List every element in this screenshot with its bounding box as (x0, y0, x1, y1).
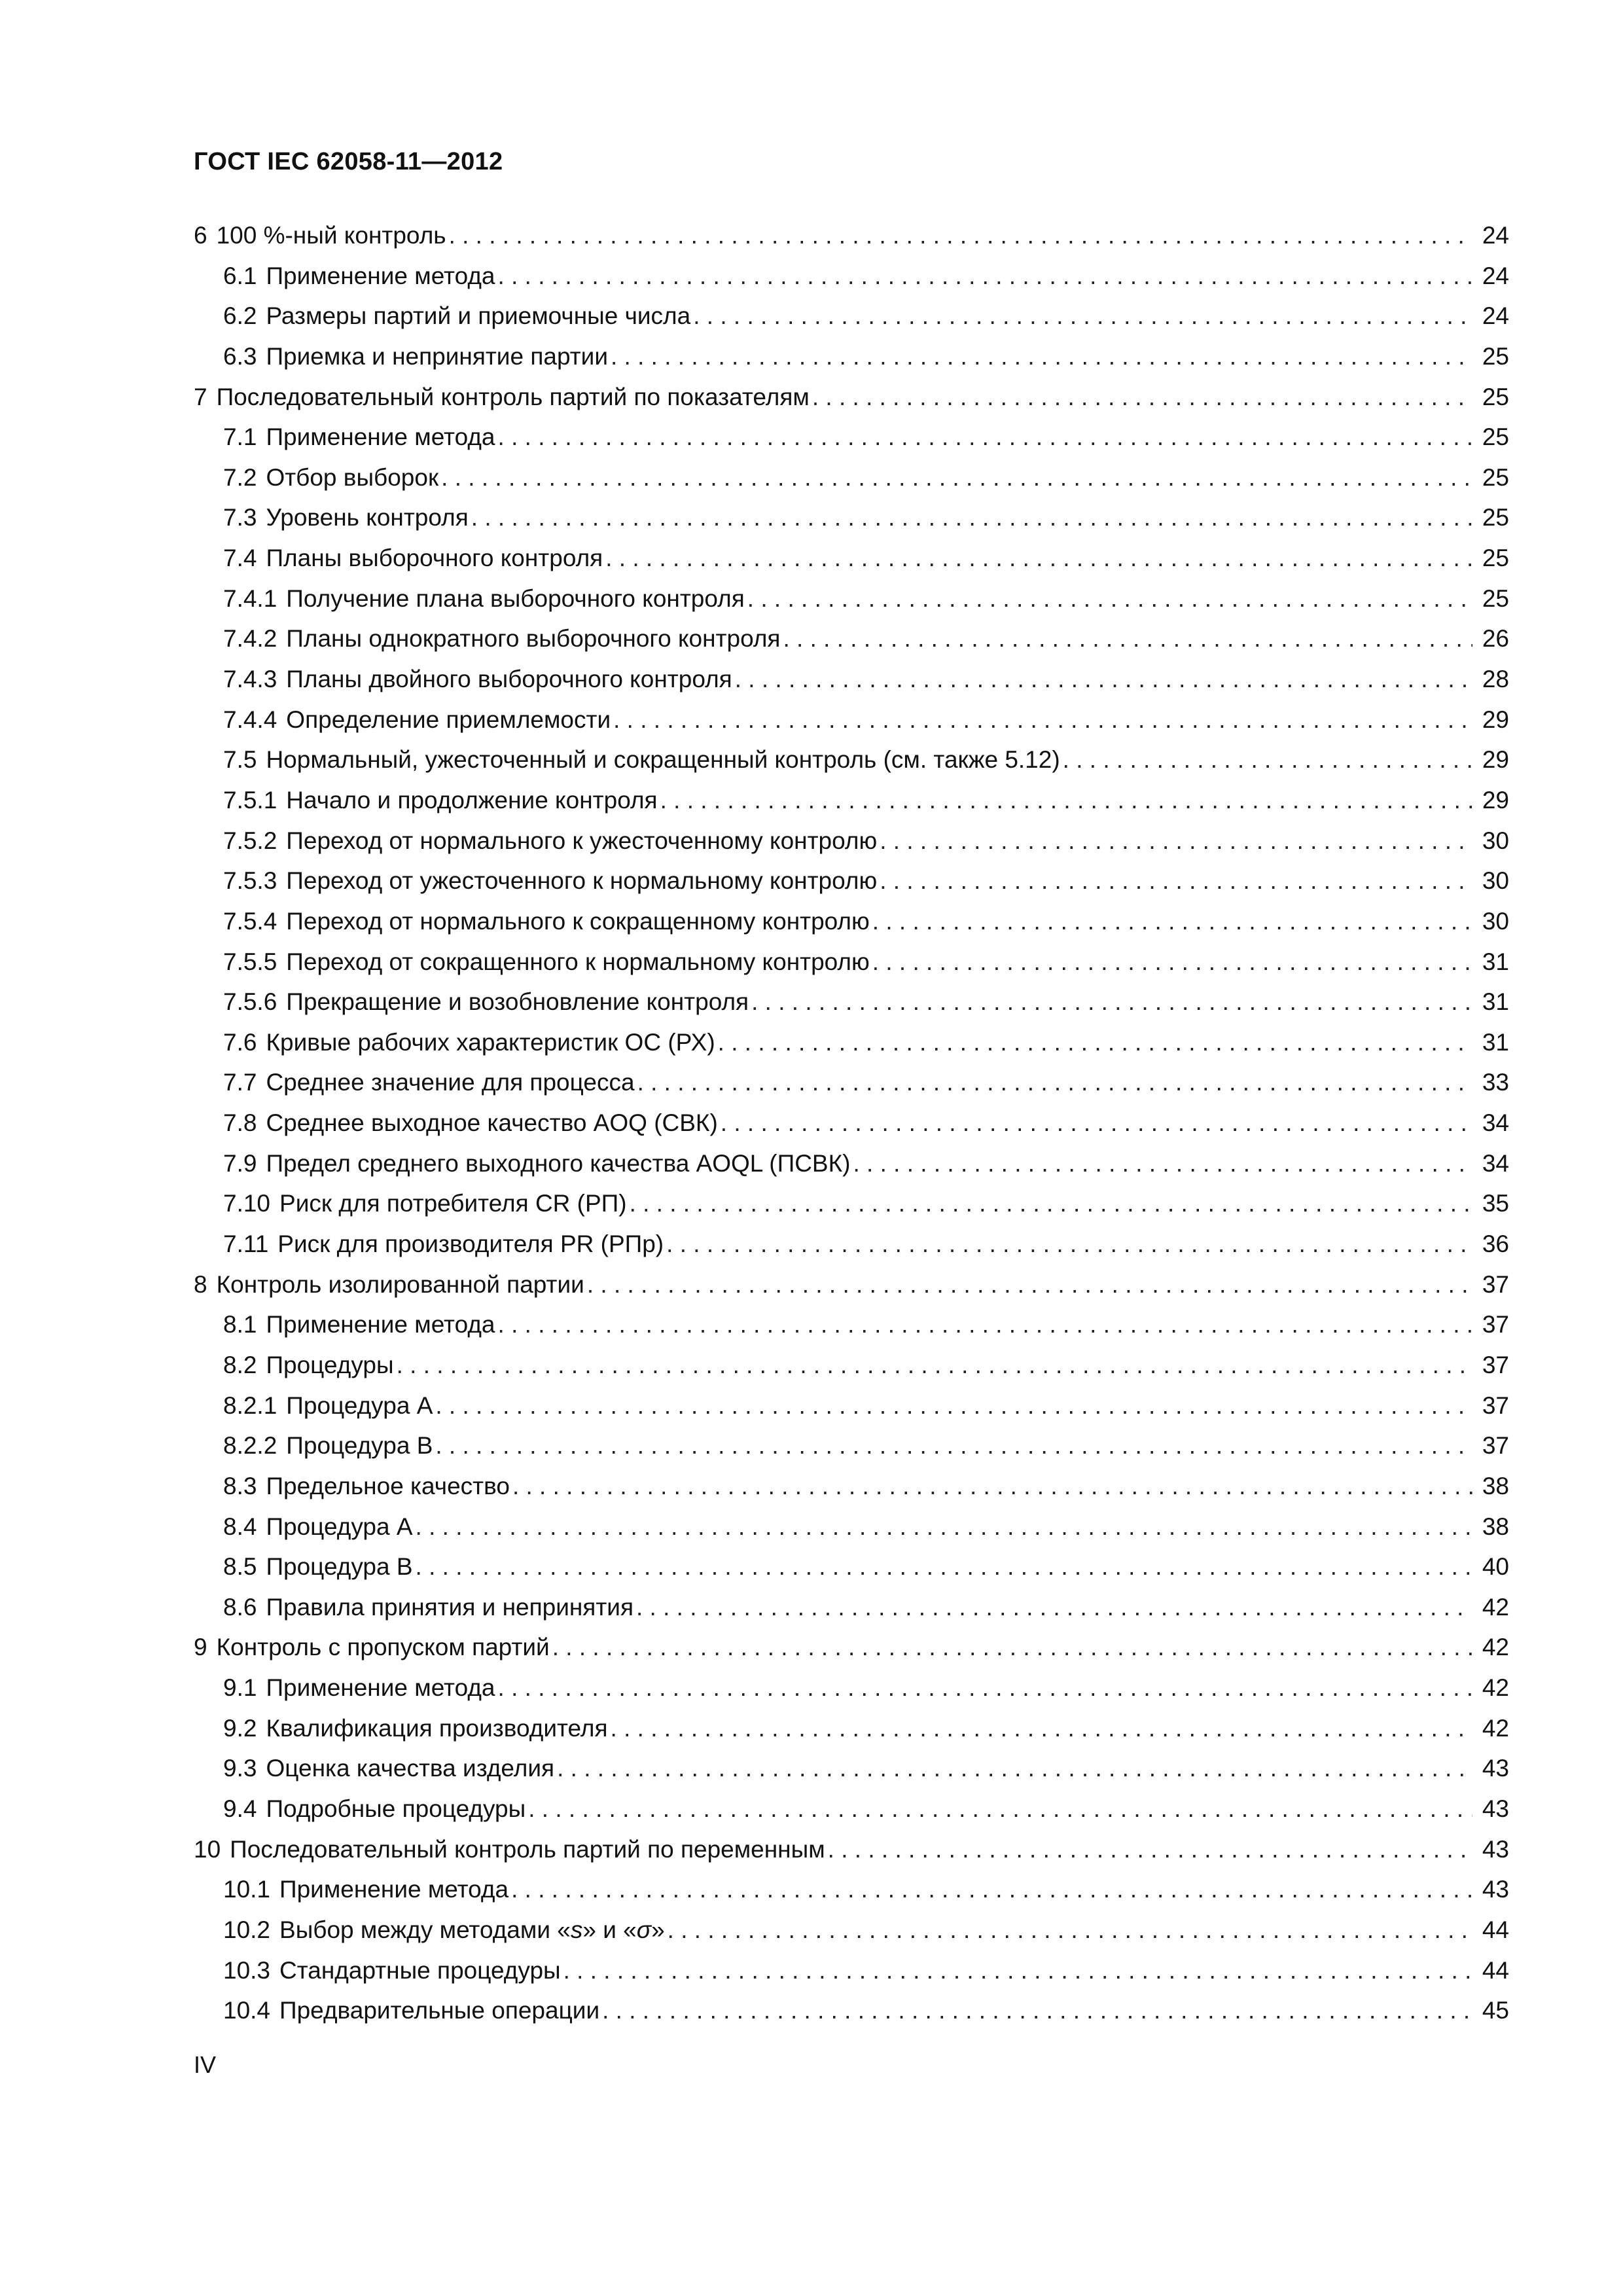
toc-dot-leader (498, 262, 1472, 291)
toc-entry-title: Процедура A (286, 1391, 433, 1419)
toc-entry-title: Риск для потребителя CR (РП) (279, 1190, 627, 1217)
toc-entry-title: Планы выборочного контроля (266, 545, 603, 572)
toc-entry[interactable] (194, 1916, 1509, 1956)
toc-entry-title: Стандартные процедуры (279, 1956, 561, 1984)
toc-entry-title: 100 %-ный контроль (216, 222, 446, 249)
toc-entry[interactable] (194, 1795, 1509, 1835)
toc-dot-leader (880, 827, 1472, 855)
toc-dot-leader (512, 1472, 1472, 1501)
toc-dot-leader (471, 503, 1472, 532)
toc-entry-title: Начало и продолжение контроля (286, 786, 658, 814)
toc-entry-number: 7.5.1 (223, 786, 277, 814)
toc-entry-page: 31 (1482, 988, 1509, 1016)
toc-entry-title: Переход от ужесточенного к нормальному контролю (286, 867, 878, 895)
toc-entry-page: 37 (1482, 1391, 1509, 1419)
toc-entry-title: Контроль с пропуском партий (216, 1634, 550, 1661)
toc-entry[interactable] (194, 706, 1509, 746)
toc-entry[interactable] (194, 786, 1509, 827)
toc-entry-title: Подробные процедуры (266, 1795, 526, 1822)
toc-dot-leader (611, 342, 1472, 371)
toc-entry-number: 10.4 (223, 1997, 271, 2024)
toc-entry-title: Предел среднего выходного качества AOQL (ПСВК) (266, 1149, 851, 1177)
table-of-contents (194, 221, 1509, 2037)
toc-entry-number: 9.3 (223, 1755, 257, 1782)
toc-entry-number: 6.1 (223, 262, 257, 289)
toc-entry[interactable] (194, 1472, 1509, 1513)
toc-entry-page: 24 (1482, 262, 1509, 289)
toc-dot-leader (528, 1795, 1472, 1823)
toc-entry-title: Планы однократного выборочного контроля (286, 625, 781, 653)
toc-entry-number: 7.2 (223, 463, 257, 491)
toc-dot-leader (511, 1875, 1472, 1904)
toc-dot-leader (735, 665, 1472, 694)
toc-entry-title: Предельное качество (266, 1472, 510, 1499)
toc-dot-leader (498, 1674, 1472, 1702)
toc-entry-number: 6 (194, 222, 207, 249)
toc-entry[interactable] (194, 584, 1509, 625)
toc-entry-page: 31 (1482, 1028, 1509, 1056)
toc-entry-number: 7.4.4 (223, 706, 277, 733)
toc-dot-leader (636, 1593, 1472, 1622)
toc-entry-title: Процедура B (266, 1553, 413, 1581)
toc-entry-number: 7.5 (223, 746, 257, 774)
toc-entry-page: 25 (1482, 504, 1509, 531)
toc-entry-page: 26 (1482, 625, 1509, 653)
toc-entry-number: 7.4 (223, 545, 257, 572)
toc-entry-page: 29 (1482, 786, 1509, 814)
toc-entry[interactable] (194, 745, 1509, 786)
toc-entry-title: Приемка и непринятие партии (266, 342, 608, 370)
toc-dot-leader (397, 1351, 1472, 1380)
toc-dot-leader (1063, 745, 1472, 774)
toc-entry-number: 7.8 (223, 1109, 257, 1137)
toc-entry-page: 42 (1482, 1674, 1509, 1702)
toc-entry-number: 7.5.5 (223, 948, 277, 975)
toc-entry-title: Переход от нормального к ужесточенному контролю (286, 827, 878, 854)
toc-dot-leader (668, 1916, 1472, 1945)
toc-entry-number: 7.4.3 (223, 666, 277, 693)
toc-dot-leader (660, 786, 1472, 815)
toc-entry[interactable] (194, 1351, 1509, 1391)
toc-entry-page: 34 (1482, 1149, 1509, 1177)
toc-entry-title: Нормальный, ужесточенный и сокращенный контроль (см. также 5.12) (266, 746, 1060, 774)
toc-entry-title: Среднее значение для процесса (266, 1069, 635, 1096)
toc-entry[interactable] (194, 1431, 1509, 1472)
toc-entry-page: 29 (1482, 746, 1509, 774)
toc-entry[interactable] (194, 544, 1509, 584)
toc-entry-page: 25 (1482, 383, 1509, 410)
toc-dot-leader (828, 1835, 1472, 1864)
toc-entry-number: 7.11 (223, 1230, 269, 1258)
toc-dot-leader (783, 624, 1472, 653)
toc-entry-page: 31 (1482, 948, 1509, 975)
toc-dot-leader (751, 988, 1472, 1016)
toc-entry-number: 7.5.6 (223, 988, 277, 1016)
toc-entry-number: 10.2 (223, 1916, 271, 1943)
toc-entry-page: 25 (1482, 545, 1509, 572)
toc-entry-number: 10 (194, 1835, 221, 1863)
toc-entry-number: 8.6 (223, 1593, 257, 1621)
toc-entry-number: 8.1 (223, 1311, 257, 1338)
toc-entry-title: Среднее выходное качество AOQ (СВК) (266, 1109, 718, 1137)
toc-entry-title: Размеры партий и приемочные числа (266, 302, 691, 330)
toc-entry-number: 10.1 (223, 1876, 271, 1903)
toc-entry-page: 40 (1482, 1553, 1509, 1581)
document-header: ГОСТ IEC 62058-11—2012 (194, 148, 503, 175)
toc-dot-leader (498, 423, 1472, 452)
toc-entry[interactable] (194, 624, 1509, 665)
toc-entry-title: Контроль изолированной партии (216, 1270, 584, 1298)
toc-entry[interactable] (194, 1835, 1509, 1876)
toc-entry[interactable] (194, 221, 1509, 262)
toc-entry[interactable] (194, 1149, 1509, 1190)
toc-entry-page: 25 (1482, 584, 1509, 612)
toc-dot-leader (812, 383, 1472, 412)
toc-entry-number: 8.2.1 (223, 1391, 277, 1419)
toc-entry-title: Последовательный контроль партий по переменным (230, 1835, 825, 1863)
toc-dot-leader (605, 544, 1472, 573)
toc-entry-number: 7.4.2 (223, 625, 277, 653)
toc-entry[interactable] (194, 1674, 1509, 1714)
toc-entry-page: 37 (1482, 1311, 1509, 1338)
toc-entry-number: 7.1 (223, 423, 257, 451)
toc-entry[interactable] (194, 665, 1509, 706)
toc-dot-leader (666, 1230, 1472, 1259)
toc-entry-number: 7.7 (223, 1069, 257, 1096)
toc-entry[interactable] (194, 423, 1509, 463)
toc-dot-leader (587, 1270, 1472, 1299)
toc-entry-title: Кривые рабочих характеристик OC (РХ) (266, 1028, 715, 1056)
toc-entry-title: Уровень контроля (266, 504, 469, 531)
toc-dot-leader (498, 1310, 1472, 1339)
toc-entry-page: 25 (1482, 463, 1509, 491)
toc-dot-leader (435, 1391, 1472, 1420)
toc-entry-title: Применение метода (266, 423, 495, 451)
toc-entry-number: 8.2 (223, 1351, 257, 1378)
toc-entry-number: 10.3 (223, 1956, 271, 1984)
toc-dot-leader (721, 1109, 1472, 1138)
toc-entry[interactable] (194, 1028, 1509, 1069)
toc-entry[interactable] (194, 1552, 1509, 1593)
toc-entry[interactable] (194, 1996, 1509, 2037)
toc-dot-leader (872, 907, 1472, 936)
toc-entry-page: 33 (1482, 1069, 1509, 1096)
toc-entry-number: 9.1 (223, 1674, 257, 1702)
toc-entry-page: 38 (1482, 1472, 1509, 1499)
toc-entry[interactable] (194, 1068, 1509, 1109)
toc-entry-page: 43 (1482, 1755, 1509, 1782)
toc-entry[interactable] (194, 1391, 1509, 1432)
toc-entry-page: 42 (1482, 1634, 1509, 1661)
toc-dot-leader (718, 1028, 1472, 1057)
toc-dot-leader (880, 867, 1472, 895)
toc-dot-leader (602, 1996, 1472, 2025)
toc-entry-number: 8 (194, 1270, 207, 1298)
toc-entry-page: 30 (1482, 867, 1509, 895)
toc-entry-page: 29 (1482, 706, 1509, 733)
toc-entry-number: 7.9 (223, 1149, 257, 1177)
toc-entry-page: 43 (1482, 1835, 1509, 1863)
toc-entry-number: 7.5.3 (223, 867, 277, 895)
toc-entry-number: 9.4 (223, 1795, 257, 1822)
toc-entry-title: Последовательный контроль партий по показателям (216, 383, 810, 410)
toc-entry-page: 45 (1482, 1997, 1509, 2024)
toc-dot-leader (747, 584, 1472, 613)
toc-dot-leader (441, 463, 1472, 492)
toc-dot-leader (693, 302, 1472, 331)
toc-entry[interactable] (194, 1230, 1509, 1270)
toc-entry-page: 25 (1482, 342, 1509, 370)
toc-entry[interactable] (194, 1593, 1509, 1634)
toc-entry[interactable] (194, 302, 1509, 342)
toc-entry-title: Применение метода (266, 1311, 495, 1338)
toc-dot-leader (449, 221, 1472, 250)
toc-dot-leader (552, 1633, 1472, 1662)
toc-dot-leader (613, 706, 1472, 734)
toc-entry-title: Квалификация производителя (266, 1714, 608, 1742)
toc-entry-title: Получение плана выборочного контроля (286, 584, 745, 612)
toc-entry-page: 28 (1482, 666, 1509, 693)
toc-entry[interactable] (194, 1714, 1509, 1755)
toc-dot-leader (416, 1552, 1472, 1581)
toc-entry-number: 7.3 (223, 504, 257, 531)
toc-entry-number: 7.4.1 (223, 584, 277, 612)
toc-entry-number: 6.2 (223, 302, 257, 330)
toc-entry-page: 44 (1482, 1916, 1509, 1943)
toc-entry[interactable] (194, 948, 1509, 988)
toc-entry-title: Процедура A (266, 1513, 413, 1540)
toc-entry-title: Планы двойного выборочного контроля (286, 666, 732, 693)
toc-entry-number: 7 (194, 383, 207, 410)
toc-entry-title: Оценка качества изделия (266, 1755, 555, 1782)
toc-entry-number: 7.5.2 (223, 827, 277, 854)
toc-entry-page: 35 (1482, 1190, 1509, 1217)
toc-entry-number: 8.4 (223, 1513, 257, 1540)
toc-entry-page: 38 (1482, 1513, 1509, 1540)
toc-entry-number: 8.2.2 (223, 1432, 277, 1460)
toc-entry-title: Процедуры (266, 1351, 394, 1378)
toc-entry[interactable] (194, 1956, 1509, 1997)
toc-entry-page: 42 (1482, 1714, 1509, 1742)
toc-entry-number: 7.5.4 (223, 907, 277, 935)
toc-entry-page: 37 (1482, 1432, 1509, 1460)
toc-entry-page: 30 (1482, 827, 1509, 854)
toc-entry[interactable] (194, 342, 1509, 383)
toc-entry-page: 43 (1482, 1795, 1509, 1822)
toc-entry[interactable] (194, 988, 1509, 1028)
toc-entry[interactable] (194, 1189, 1509, 1230)
toc-dot-leader (637, 1068, 1472, 1097)
toc-entry-title: Определение приемлемости (286, 706, 611, 733)
toc-entry[interactable] (194, 463, 1509, 504)
toc-entry-page: 25 (1482, 423, 1509, 451)
toc-entry-title: Переход от нормального к сокращенному контролю (286, 907, 870, 935)
toc-entry[interactable] (194, 262, 1509, 302)
toc-dot-leader (435, 1431, 1472, 1460)
toc-entry-title: Прекращение и возобновление контроля (286, 988, 749, 1016)
toc-entry-page: 34 (1482, 1109, 1509, 1137)
toc-entry[interactable] (194, 1310, 1509, 1351)
toc-entry-page: 36 (1482, 1230, 1509, 1258)
toc-dot-leader (563, 1956, 1472, 1985)
toc-entry-page: 37 (1482, 1270, 1509, 1298)
toc-entry-number: 7.6 (223, 1028, 257, 1056)
toc-entry-page: 37 (1482, 1351, 1509, 1378)
toc-entry[interactable] (194, 1754, 1509, 1795)
toc-entry-title: Предварительные операции (279, 1997, 600, 2024)
toc-entry-number: 6.3 (223, 342, 257, 370)
page-number: IV (194, 2051, 217, 2078)
toc-dot-leader (853, 1149, 1472, 1178)
toc-entry[interactable] (194, 1270, 1509, 1311)
toc-entry-page: 24 (1482, 222, 1509, 249)
toc-entry-title: Применение метода (266, 1674, 495, 1702)
toc-entry[interactable] (194, 827, 1509, 867)
toc-entry-title: Переход от сокращенного к нормальному контролю (286, 948, 870, 975)
toc-entry-page: 42 (1482, 1593, 1509, 1621)
toc-entry-number: 8.3 (223, 1472, 257, 1499)
toc-entry-title: Применение метода (266, 262, 495, 289)
toc-entry-page: 30 (1482, 907, 1509, 935)
toc-entry[interactable] (194, 1513, 1509, 1553)
toc-entry[interactable] (194, 383, 1509, 423)
toc-dot-leader (557, 1754, 1472, 1783)
toc-dot-leader (630, 1189, 1472, 1218)
toc-entry[interactable] (194, 503, 1509, 544)
toc-entry-title: Применение метода (279, 1876, 509, 1903)
toc-entry-number: 9.2 (223, 1714, 257, 1742)
toc-entry-number: 9 (194, 1634, 207, 1661)
toc-dot-leader (872, 948, 1472, 977)
toc-entry[interactable] (194, 1633, 1509, 1674)
toc-entry-page: 43 (1482, 1876, 1509, 1903)
toc-entry[interactable] (194, 907, 1509, 948)
toc-entry-title: Выбор между методами «s» и «σ» (279, 1916, 665, 1943)
toc-entry-title: Риск для производителя PR (РПр) (277, 1230, 664, 1258)
toc-dot-leader (611, 1714, 1472, 1743)
toc-entry-number: 7.10 (223, 1190, 271, 1217)
toc-entry[interactable] (194, 867, 1509, 907)
toc-entry-title: Отбор выборок (266, 463, 439, 491)
toc-entry-title: Правила принятия и непринятия (266, 1593, 633, 1621)
toc-entry-number: 8.5 (223, 1553, 257, 1581)
toc-entry-title: Процедура B (286, 1432, 433, 1460)
toc-entry[interactable] (194, 1875, 1509, 1916)
toc-dot-leader (416, 1513, 1472, 1541)
toc-entry-page: 44 (1482, 1956, 1509, 1984)
toc-entry[interactable] (194, 1109, 1509, 1149)
toc-entry-page: 24 (1482, 302, 1509, 330)
